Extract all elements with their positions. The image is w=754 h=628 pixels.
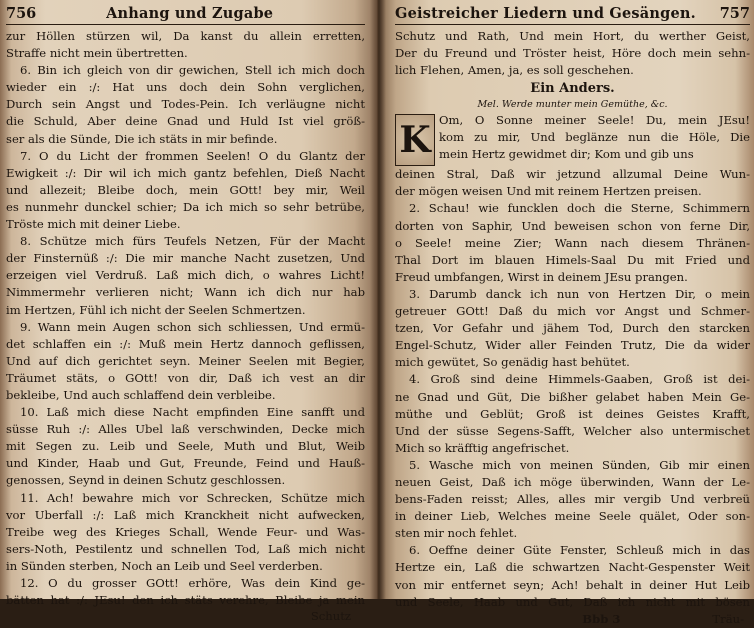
left-catchword: Schutz [310,609,351,624]
text-line: Om, O Sonne meiner Seele! Du, mein JEsu! [439,113,750,128]
text-line: von mir entfernet seyn; Ach! behalt in deiner Hut Leib [395,577,750,592]
text-line: in Sünden sterben, Noch an Leib und Seel verderben. [6,558,323,573]
signature-mark: Bbb 3 [582,611,621,626]
text-line: 6. Oeffne deiner Güte Fenster, Schleuß mich in das [409,543,750,558]
text-line: Der du Freund und Tröster heist, Höre doch mein sehn- [395,46,750,61]
text-line: in deiner Lieb, Welches meine Seele quälet, Oder son- [395,509,750,524]
text-line: dorten von Saphir, Und beweisen schon von ferne Dir, [395,218,750,233]
text-line: 9. Wann mein Augen schon sich schliessen, Und ermü- [20,319,365,334]
left-running-header [6,4,365,25]
text-line: mit Segen zu. Leib und Seele, Muth und Blut, Weib [6,439,365,454]
text-line: 5. Wasche mich von meinen Sünden, Gib mir einen [409,457,750,472]
text-line: Engel-Schutz, Wider aller Feinden Trutz, Die da wider [395,338,750,353]
text-line: bens-Faden reisst; Alles, alles mir vergib Und verbreü [395,492,750,507]
right-running-title: Geistreicher Liedern und Gesängen. [395,5,696,22]
melody-line: Mel. Werde munter mein Gemüthe, &c. [477,99,668,111]
text-line: Schutz und Rath, Und mein Hort, du werther Geist, [395,29,750,43]
text-line: der mögen weisen Und mit reinem Hertzen preisen. [395,184,702,199]
text-line: 12. O du grosser GOtt! erhöre, Was dein Kind ge- [20,576,365,590]
text-line: 11. Ach! bewahre mich vor Schrecken, Schütze mich [20,490,365,505]
text-line: deinen Stral, Daß wir jetzund allzumal Deine Wun- [395,167,750,182]
text-line: und Kinder, Haab und Gut, Freunde, Feind und Hauß- [6,456,365,471]
text-line: Tröste mich mit deiner Liebe. [6,217,181,232]
left-footer [6,609,365,624]
text-line: tzen, Vor Gefahr und jähem Tod, Durch den starcken [395,321,750,336]
text-line: die Schuld, Aber deine Gnad und Huld Ist viel größ- [6,114,365,129]
text-line: erzeigen viel Verdruß. Laß mich dich, o wahres Licht! [6,268,365,283]
text-line: Straffe nicht mein übertretten. [6,46,188,61]
text-line: Freud umbfangen, Wirst in deinem JEsu prangen. [395,269,688,284]
text-line: 8. Schütze mich fürs Teufels Netzen, Für der Macht [20,234,365,249]
text-line: sers-Noth, Pestilentz und schnellen Tod, Laß mich nicht [6,541,365,556]
left-page [0,0,377,624]
text-line: Ewigkeit :/: Dir wil ich mich gantz befehlen, Dieß Nacht [6,165,365,180]
text-line: o Seele! meine Zier; Wann nach diesem Thränen- [395,235,750,250]
text-line: 10. Laß mich diese Nacht empfinden Eine sanfft und [20,405,365,420]
text-line: im Hertzen, Fühl ich nicht der Seelen Schmertzen. [6,302,306,317]
left-running-title: Anhang und Zugabe [106,5,274,22]
text-line: kom zu mir, Und beglänze nun die Höle, Die [439,130,750,145]
text-line: mein Hertz gewidmet dir; Kom und gib uns [439,147,694,162]
text-line: bekleibe, Und auch schlaffend dein verbleibe. [6,387,276,402]
right-text-block [395,28,750,628]
text-line: ser als die Sünde, Die ich stäts in mir befinde. [6,131,278,146]
text-line: Und auf dich gerichtet seyn. Meiner Seelen mit Begier, [6,353,365,368]
text-line: müthe und Geblüt; Groß ist deines Geistes Krafft, [395,406,750,421]
text-line: sten mir noch fehlet. [395,526,518,541]
text-line: Hertze ein, Laß die schwartzen Nacht-Gespenster Weit [395,560,750,575]
left-text-block [6,28,365,609]
text-line: 2. Schau! wie funcklen doch die Sterne, Schimmern [409,201,750,216]
text-line: bätten hat :/: JEsu! den ich stäts verehre, Bleibe ja mein [6,593,365,608]
text-line: det schlaffen ein :/: Muß mein Hertz dannoch geflissen, [6,336,365,351]
right-page [377,0,754,626]
right-page-number: 757 [719,5,750,22]
text-line: der Finsternüß :/: Die mir manche Nacht zusetzen, Und [6,251,365,266]
text-line: neuen Geist, Daß ich möge überwinden, Wann der Le- [395,474,750,489]
text-line: genossen, Seynd in deinen Schutz geschlossen. [6,473,286,488]
text-line: 3. Darumb danck ich nun von Hertzen Dir, o mein [409,286,750,301]
text-line: es nunmehr dunckel schier; Da ich mich so sehr betrübe, [6,199,365,214]
text-line: lich Flehen, Amen, ja, es soll geschehen. [395,63,634,78]
text-line: mich gewütet, So genädig hast behütet. [395,355,630,370]
right-footer [395,611,750,628]
text-line: Nimmermehr verlieren nicht; Wann ich dich nur hab [6,285,365,300]
text-line: ne Gnad und Güt, Die bißher gelabet haben Mein Ge- [395,389,750,404]
dropcap-paragraph [395,112,750,166]
right-running-header [395,4,750,25]
book-gutter [370,0,386,599]
text-line: süsse Ruh :/: Alles Ubel laß verschwinden, Decke mich [6,422,365,437]
text-line: Mich so kräfftig angefrischet. [395,440,570,455]
right-catchword: Träu- [712,611,744,626]
text-line: wieder ein :/: Hat uns doch dein Sohn verglichen, [6,80,365,95]
text-line: zur Höllen stürzen wil, Da kanst du allein erretten, [6,29,365,43]
text-line: und allezeit; Bleibe doch, mein GOtt! bey mir, Weil [6,182,365,197]
text-line: vor Uberfall :/: Laß mich Kranckheit nicht aufwecken, [6,507,365,522]
text-line: Durch sein Angst und Todes-Pein. Ich verläugne nicht [6,97,365,112]
text-line: Träumet stäts, o GOtt! von dir, Daß ich vest an dir [6,370,365,385]
decorated-initial: K [395,114,435,166]
text-line: 7. O du Licht der frommen Seelen! O du Glantz der [20,148,365,163]
text-line: 4. Groß sind deine Himmels-Gaaben, Groß ist dei- [409,372,750,387]
text-line: und Seele, Haab und Gut, Daß ich nicht mit bösen [395,594,750,609]
text-line: Und der süsse Segens-Safft, Welcher also untermischet [395,423,750,438]
left-page-number: 756 [6,5,37,22]
text-line: Treibe weg des Krieges Schall, Wende Feur- und Was- [6,524,365,539]
text-line: getreuer GOtt! Daß du mich vor Angst und Schmer- [395,304,750,319]
text-line: 6. Bin ich gleich von dir gewichen, Stell ich mich doch [20,63,365,78]
song-heading: Ein Anders. [530,81,615,97]
text-line: Thal Dort im blauen Himels-Saal Du mit Fried und [395,252,750,267]
